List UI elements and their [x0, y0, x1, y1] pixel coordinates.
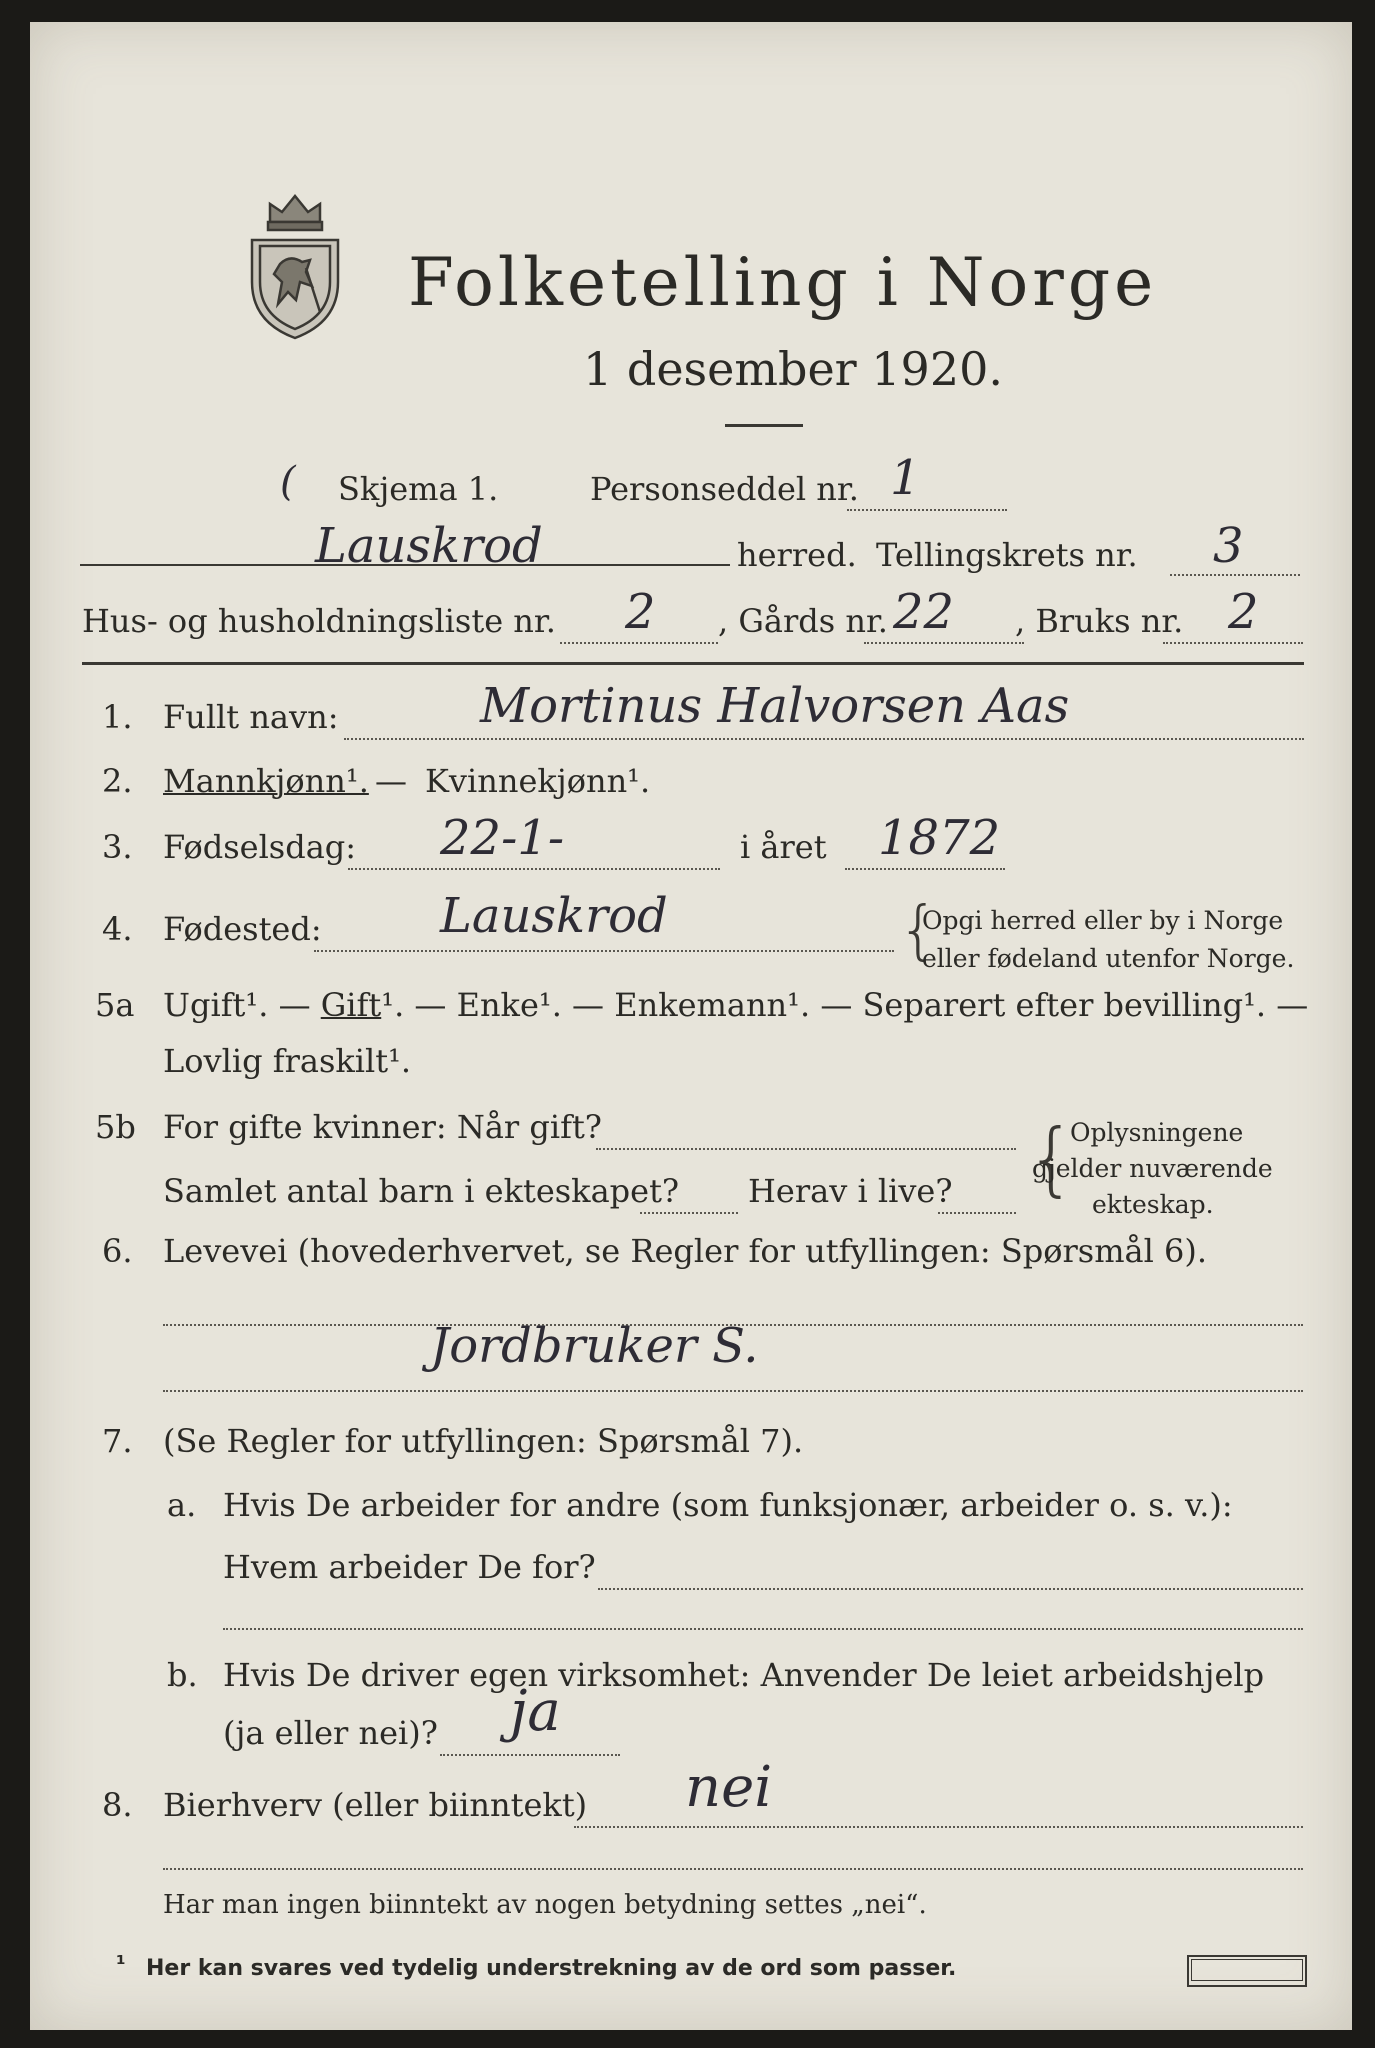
bruks-label: , Bruks nr. — [1015, 602, 1184, 640]
q5b-alive-label: Herav i live? — [748, 1172, 953, 1210]
census-form-page — [30, 22, 1352, 2030]
q4-brace: { — [898, 894, 939, 968]
personseddel-line — [847, 509, 1007, 511]
q4-note-line2: eller fødeland utenfor Norge. — [922, 944, 1295, 973]
marital-other-options[interactable]: ¹. — Enke¹. — Enkemann¹. — Separert efter bevilling¹. — — [381, 986, 1309, 1024]
gards-value[interactable]: 22 — [893, 584, 955, 640]
printer-stamp-icon — [1187, 1955, 1307, 1987]
skjema-label: Skjema 1. — [338, 470, 499, 508]
q4-number: 4. — [102, 910, 133, 948]
q3-year-line — [845, 868, 1005, 870]
q1-number: 1. — [102, 698, 133, 736]
q8-note: Har man ingen biinntekt av nogen betydning settes „nei“. — [163, 1890, 927, 1920]
header-divider — [82, 662, 1304, 665]
q5b-note-line3: ekteskap. — [1092, 1190, 1214, 1219]
tellingskrets-label: Tellingskrets nr. — [876, 536, 1138, 574]
q5b-children-line — [640, 1212, 738, 1214]
q8-number: 8. — [102, 1786, 133, 1824]
q1-line — [344, 738, 1304, 740]
q7b-answer-line — [440, 1754, 620, 1756]
personseddel-label: Personseddel nr. — [590, 470, 859, 508]
q5a-line1 — [163, 986, 1308, 1024]
birth-date-value[interactable]: 22-1- — [440, 810, 565, 866]
form-title: Folketelling i Norge — [408, 244, 1158, 321]
skjema-mark: ( — [280, 459, 296, 505]
q5a-number: 5a — [95, 986, 135, 1024]
title-divider — [725, 424, 803, 427]
footnote-text: Her kan svares ved tydelig understrekning av de ord som passer. — [146, 1956, 957, 1981]
q8-line2 — [163, 1868, 1303, 1870]
q5b-note-line1: Oplysningene — [1070, 1118, 1244, 1147]
full-name-value[interactable]: Mortinus Halvorsen Aas — [480, 678, 1070, 734]
birth-place-value[interactable]: Lauskrod — [440, 888, 668, 944]
coat-of-arms-icon — [240, 182, 350, 342]
hus-label: Hus- og husholdningsliste nr. — [82, 602, 556, 640]
q7a-employer-line — [598, 1588, 1303, 1590]
gards-label: , Gårds nr. — [718, 602, 888, 640]
q7b-number: b. — [167, 1656, 198, 1694]
bruks-line — [1163, 642, 1303, 644]
q4-label: Fødested: — [163, 910, 322, 948]
marital-married-option[interactable]: Gift — [320, 986, 382, 1024]
q5b-brace: { — [1026, 1112, 1077, 1205]
q3-label: Fødselsdag: — [163, 828, 357, 866]
hus-value[interactable]: 2 — [625, 584, 656, 640]
q5b-married-when-line — [596, 1148, 1016, 1150]
q7a-label-line2: Hvem arbeider De for? — [223, 1548, 596, 1586]
q6-label: Levevei (hovederhvervet, se Regler for utfyllingen: Spørsmål 6). — [163, 1232, 1208, 1270]
q5b-married-when-label: For gifte kvinner: Når gift? — [163, 1108, 602, 1146]
q5b-number: 5b — [95, 1108, 136, 1146]
herred-value[interactable]: Lauskrod — [315, 518, 543, 574]
q7a-extra-line — [223, 1628, 1303, 1630]
q6-number: 6. — [102, 1232, 133, 1270]
q8-label: Bierhverv (eller biinntekt) — [163, 1786, 588, 1824]
q1-label: Fullt navn: — [163, 698, 339, 736]
q7b-label-line1: Hvis De driver egen virksomhet: Anvender De leiet arbeidshjelp — [223, 1656, 1265, 1694]
gender-female-option[interactable]: Kvinnekjønn¹. — [425, 762, 651, 800]
q7-label: (Se Regler for utfyllingen: Spørsmål 7). — [163, 1422, 804, 1460]
herred-line — [80, 564, 730, 566]
q5b-alive-line — [938, 1212, 1016, 1214]
q4-line — [314, 950, 894, 952]
gards-line — [864, 642, 1024, 644]
occupation-value[interactable]: Jordbruker S. — [430, 1318, 759, 1374]
gender-male-option[interactable]: Mannkjønn¹. — [163, 762, 369, 800]
q5b-note-line2: gjelder nuværende — [1032, 1154, 1273, 1183]
census-date: 1 desember 1920. — [583, 342, 1003, 396]
q5a-line2[interactable]: Lovlig fraskilt¹. — [163, 1042, 412, 1080]
q7a-label-line1: Hvis De arbeider for andre (som funksjonær, arbeider o. s. v.): — [223, 1486, 1233, 1524]
q5b-children-label: Samlet antal barn i ekteskapet? — [163, 1172, 680, 1210]
bruks-value[interactable]: 2 — [1228, 584, 1259, 640]
q7a-number: a. — [167, 1486, 197, 1524]
gender-separator: — — [375, 762, 407, 800]
tellingskrets-value[interactable]: 3 — [1213, 518, 1244, 574]
q3-number: 3. — [102, 828, 133, 866]
q8-line1 — [574, 1826, 1303, 1828]
q7-number: 7. — [102, 1422, 133, 1460]
q4-note-line1: Opgi herred eller by i Norge — [922, 906, 1284, 935]
q2-number: 2. — [102, 762, 133, 800]
footnote-mark: ¹ — [116, 1952, 126, 1977]
q3-year-label: i året — [740, 828, 827, 866]
hus-line — [560, 642, 718, 644]
tellingskrets-line — [1170, 574, 1300, 576]
q7b-label-line2: (ja eller nei)? — [223, 1714, 438, 1752]
q6-line2 — [163, 1390, 1303, 1392]
q3-line — [348, 868, 720, 870]
personseddel-value[interactable]: 1 — [890, 450, 921, 506]
herred-label: herred. — [737, 536, 857, 574]
birth-year-value[interactable]: 1872 — [878, 810, 1001, 866]
hired-help-value[interactable]: ja — [510, 1679, 561, 1744]
marital-unmarried-option[interactable]: Ugift¹. — — [163, 986, 311, 1024]
side-income-value[interactable]: nei — [685, 1755, 773, 1820]
